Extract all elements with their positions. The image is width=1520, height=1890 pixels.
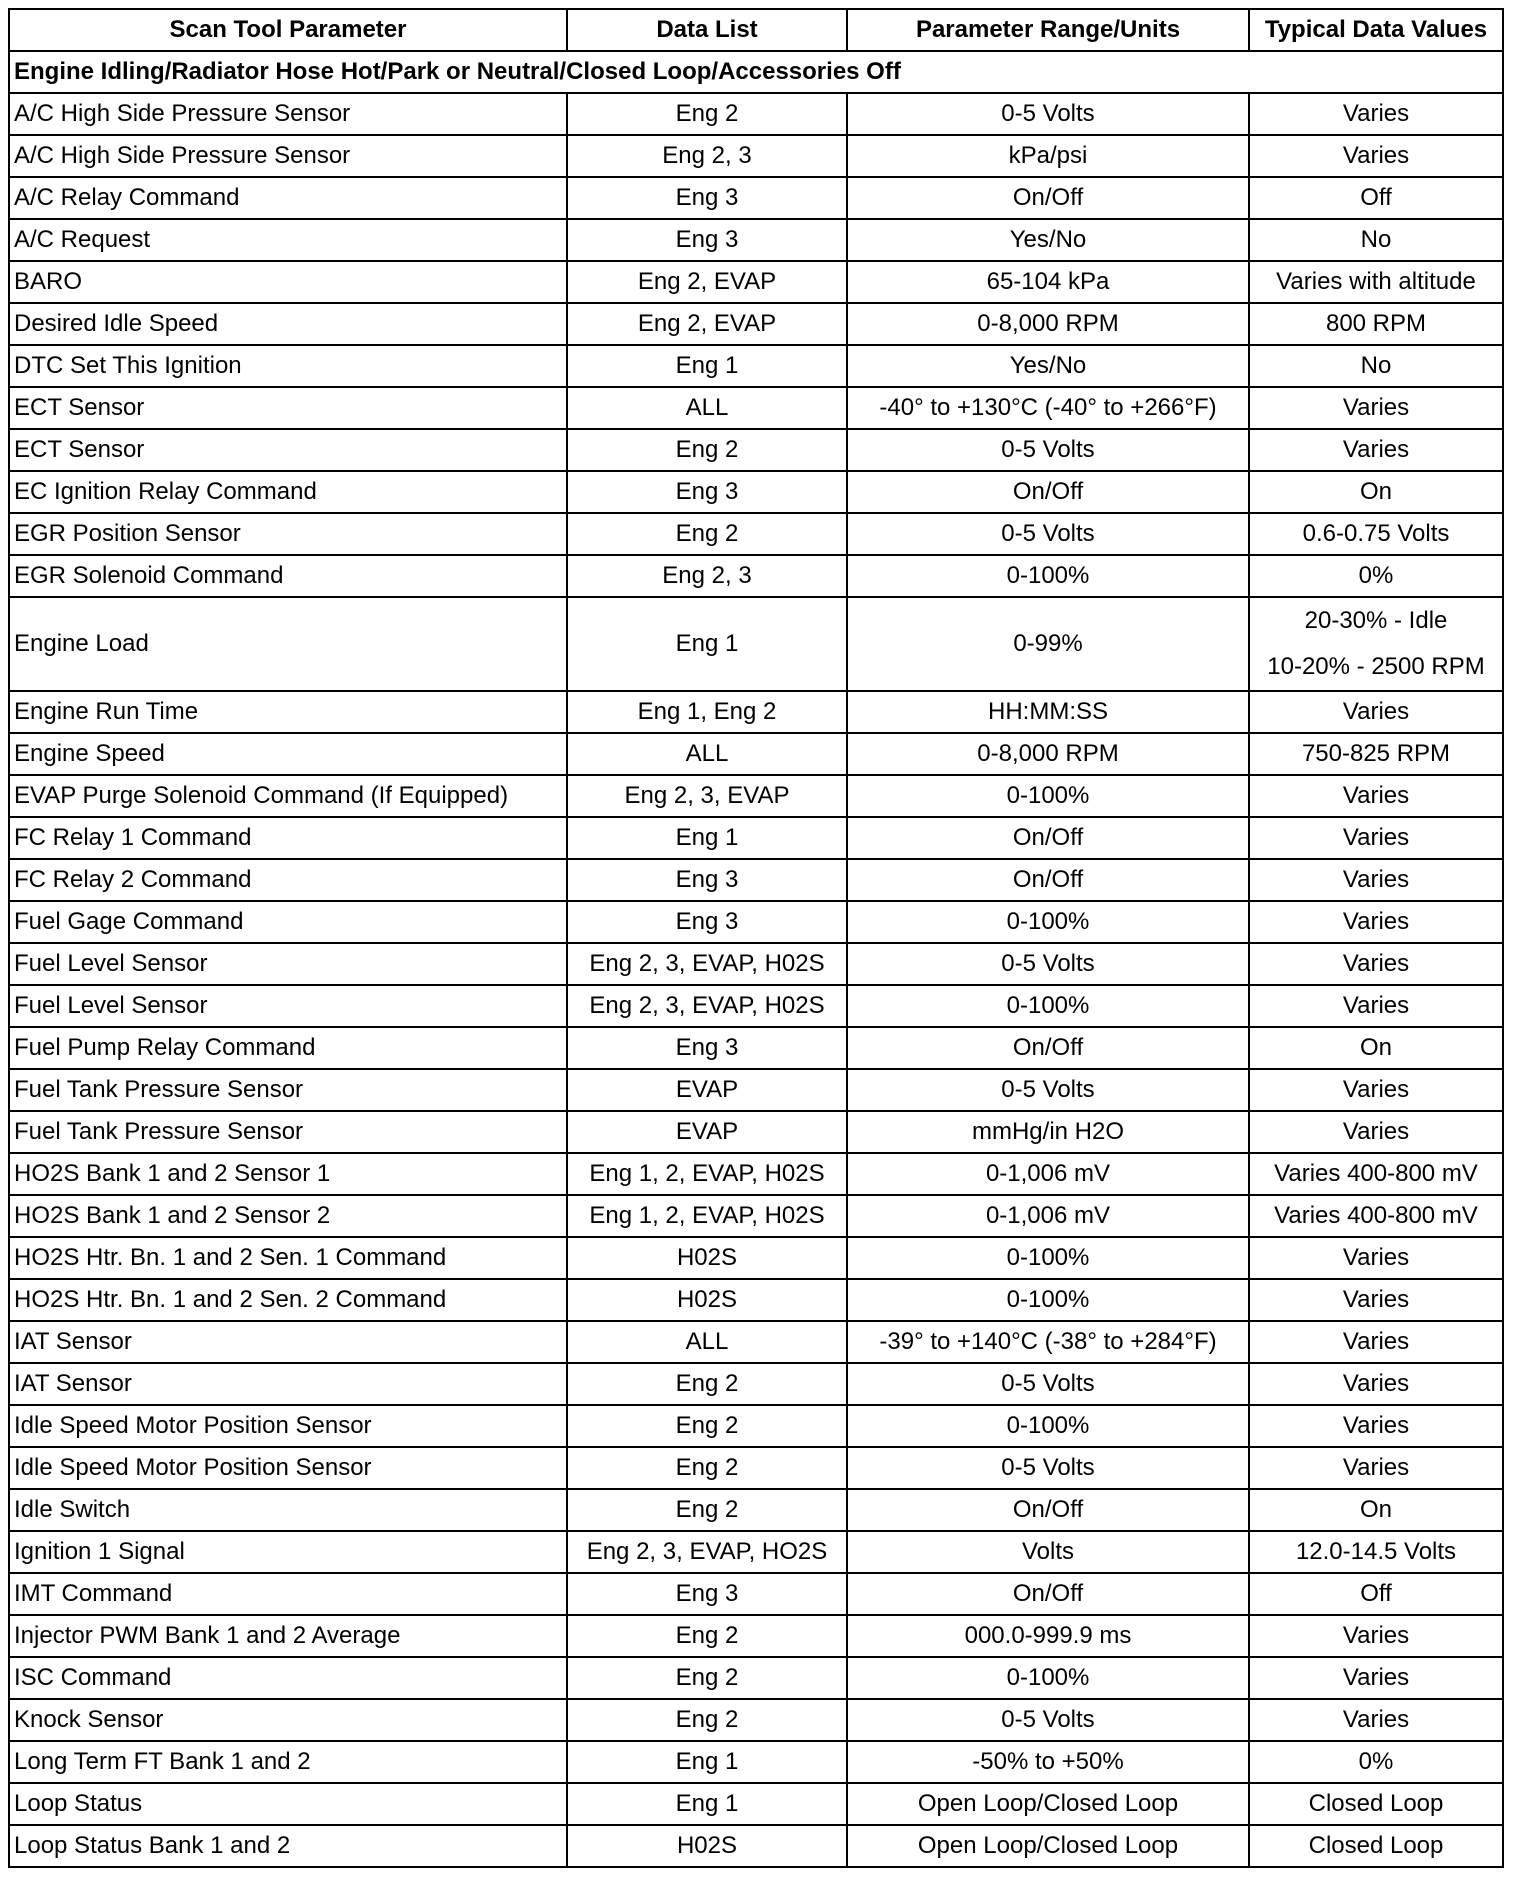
table-row bbox=[9, 1363, 1503, 1405]
typical-value: Varies bbox=[1342, 393, 1410, 421]
typical-value: 0% bbox=[1358, 561, 1394, 589]
table-row bbox=[9, 387, 1503, 429]
typical-value: Varies bbox=[1342, 435, 1410, 463]
range-units-cell: On/Off bbox=[847, 817, 1249, 859]
data-list-cell: Eng 2 bbox=[567, 1615, 847, 1657]
range-units-cell: Open Loop/Closed Loop bbox=[847, 1825, 1249, 1867]
data-list-cell: Eng 3 bbox=[567, 901, 847, 943]
range-units-cell: 0-99% bbox=[847, 597, 1249, 691]
typical-value: Varies bbox=[1342, 823, 1410, 851]
typical-values-cell bbox=[1249, 177, 1503, 219]
range-units-cell: -40° to +130°C (-40° to +266°F) bbox=[847, 387, 1249, 429]
table-row bbox=[9, 219, 1503, 261]
data-list-cell: Eng 2, 3 bbox=[567, 555, 847, 597]
data-list-cell: Eng 2 bbox=[567, 429, 847, 471]
typical-value: On bbox=[1359, 1033, 1392, 1061]
data-list-cell: Eng 3 bbox=[567, 859, 847, 901]
range-units-cell: HH:MM:SS bbox=[847, 691, 1249, 733]
range-units-cell: 0-5 Volts bbox=[847, 1069, 1249, 1111]
table-row bbox=[9, 1657, 1503, 1699]
parameter-cell: HO2S Htr. Bn. 1 and 2 Sen. 2 Command bbox=[9, 1279, 567, 1321]
table-row bbox=[9, 1741, 1503, 1783]
typical-values-cell bbox=[1249, 387, 1503, 429]
typical-values-cell bbox=[1249, 691, 1503, 733]
table-row bbox=[9, 345, 1503, 387]
typical-values-cell bbox=[1249, 1321, 1503, 1363]
typical-values-cell bbox=[1249, 471, 1503, 513]
data-list-cell: Eng 2 bbox=[567, 1699, 847, 1741]
typical-values-cell bbox=[1249, 817, 1503, 859]
typical-value: Varies bbox=[1342, 865, 1410, 893]
typical-value: Varies bbox=[1342, 781, 1410, 809]
parameter-cell: EGR Solenoid Command bbox=[9, 555, 567, 597]
table-row bbox=[9, 261, 1503, 303]
data-list-cell: Eng 2 bbox=[567, 1447, 847, 1489]
table-row bbox=[9, 859, 1503, 901]
range-units-cell: 0-100% bbox=[847, 1405, 1249, 1447]
table-row bbox=[9, 135, 1503, 177]
typical-values-cell bbox=[1249, 597, 1503, 691]
parameter-cell: Idle Speed Motor Position Sensor bbox=[9, 1447, 567, 1489]
header-parameter-range-units: Parameter Range/Units bbox=[847, 9, 1249, 51]
typical-value: Varies 400-800 mV bbox=[1274, 1201, 1478, 1229]
table-row bbox=[9, 1111, 1503, 1153]
table-row bbox=[9, 901, 1503, 943]
data-list-cell: Eng 2 bbox=[567, 1405, 847, 1447]
data-list-cell: Eng 2, EVAP bbox=[567, 303, 847, 345]
range-units-cell: On/Off bbox=[847, 1027, 1249, 1069]
range-units-cell: Yes/No bbox=[847, 345, 1249, 387]
table-row bbox=[9, 1153, 1503, 1195]
typical-value: Varies bbox=[1342, 1453, 1410, 1481]
parameter-cell: IAT Sensor bbox=[9, 1321, 567, 1363]
typical-values-cell bbox=[1249, 219, 1503, 261]
table-row bbox=[9, 985, 1503, 1027]
typical-values-cell bbox=[1249, 1027, 1503, 1069]
typical-values-cell bbox=[1249, 345, 1503, 387]
typical-value: Varies bbox=[1342, 949, 1410, 977]
table-row bbox=[9, 429, 1503, 471]
typical-values-cell bbox=[1249, 901, 1503, 943]
table-row bbox=[9, 1237, 1503, 1279]
parameter-cell: ECT Sensor bbox=[9, 429, 567, 471]
parameter-cell: ECT Sensor bbox=[9, 387, 567, 429]
typical-values-cell bbox=[1249, 429, 1503, 471]
range-units-cell: On/Off bbox=[847, 1573, 1249, 1615]
table-row bbox=[9, 1279, 1503, 1321]
typical-value: 12.0-14.5 Volts bbox=[1295, 1537, 1457, 1565]
range-units-cell: 0-5 Volts bbox=[847, 93, 1249, 135]
range-units-cell: -39° to +140°C (-38° to +284°F) bbox=[847, 1321, 1249, 1363]
data-list-cell: Eng 1 bbox=[567, 345, 847, 387]
data-list-cell: Eng 2, EVAP bbox=[567, 261, 847, 303]
data-list-cell: ALL bbox=[567, 733, 847, 775]
typical-value: Closed Loop bbox=[1308, 1789, 1444, 1817]
data-list-cell: H02S bbox=[567, 1825, 847, 1867]
data-list-cell: H02S bbox=[567, 1237, 847, 1279]
range-units-cell: 0-5 Volts bbox=[847, 513, 1249, 555]
typical-value: Varies bbox=[1342, 907, 1410, 935]
data-list-cell: Eng 2, 3 bbox=[567, 135, 847, 177]
table-row bbox=[9, 943, 1503, 985]
typical-values-cell bbox=[1249, 1111, 1503, 1153]
parameter-cell: Idle Speed Motor Position Sensor bbox=[9, 1405, 567, 1447]
typical-value: Varies bbox=[1342, 1621, 1410, 1649]
typical-values-cell bbox=[1249, 93, 1503, 135]
typical-values-cell bbox=[1249, 733, 1503, 775]
typical-values-cell bbox=[1249, 1279, 1503, 1321]
parameter-cell: HO2S Bank 1 and 2 Sensor 2 bbox=[9, 1195, 567, 1237]
parameter-cell: Fuel Level Sensor bbox=[9, 943, 567, 985]
typical-value: Varies with altitude bbox=[1276, 267, 1476, 295]
typical-value: No bbox=[1360, 351, 1392, 379]
header-typical-data-values: Typical Data Values bbox=[1249, 9, 1503, 51]
table-row bbox=[9, 1573, 1503, 1615]
parameter-cell: IAT Sensor bbox=[9, 1363, 567, 1405]
parameter-cell: Idle Switch bbox=[9, 1489, 567, 1531]
data-list-cell: H02S bbox=[567, 1279, 847, 1321]
parameter-cell: Ignition 1 Signal bbox=[9, 1531, 567, 1573]
data-list-cell: Eng 2 bbox=[567, 1363, 847, 1405]
typical-values-cell bbox=[1249, 1237, 1503, 1279]
typical-values-cell bbox=[1249, 1699, 1503, 1741]
typical-value: On bbox=[1359, 1495, 1392, 1523]
typical-values-cell bbox=[1249, 1783, 1503, 1825]
typical-value: Varies bbox=[1342, 1663, 1410, 1691]
parameter-cell: Engine Run Time bbox=[9, 691, 567, 733]
table-row bbox=[9, 1783, 1503, 1825]
parameter-cell: Loop Status bbox=[9, 1783, 567, 1825]
data-list-cell: Eng 1, 2, EVAP, H02S bbox=[567, 1195, 847, 1237]
parameter-cell: Engine Speed bbox=[9, 733, 567, 775]
table-row bbox=[9, 1321, 1503, 1363]
range-units-cell: 0-100% bbox=[847, 775, 1249, 817]
data-list-cell: Eng 2 bbox=[567, 1657, 847, 1699]
typical-values-cell bbox=[1249, 1363, 1503, 1405]
table-row bbox=[9, 177, 1503, 219]
range-units-cell: On/Off bbox=[847, 471, 1249, 513]
typical-value: 20-30% - Idle bbox=[1304, 607, 1448, 634]
typical-value: Off bbox=[1360, 1579, 1392, 1607]
typical-values-cell bbox=[1249, 303, 1503, 345]
range-units-cell: -50% to +50% bbox=[847, 1741, 1249, 1783]
table-row bbox=[9, 1531, 1503, 1573]
range-units-cell: 0-5 Volts bbox=[847, 1699, 1249, 1741]
table-row bbox=[9, 555, 1503, 597]
table-row bbox=[9, 733, 1503, 775]
parameter-cell: Engine Load bbox=[9, 597, 567, 691]
range-units-cell: 0-1,006 mV bbox=[847, 1153, 1249, 1195]
parameter-cell: A/C Request bbox=[9, 219, 567, 261]
typical-values-cell bbox=[1249, 1447, 1503, 1489]
parameter-cell: EGR Position Sensor bbox=[9, 513, 567, 555]
data-list-cell: Eng 2 bbox=[567, 93, 847, 135]
parameter-cell: A/C High Side Pressure Sensor bbox=[9, 93, 567, 135]
table-row bbox=[9, 1405, 1503, 1447]
typical-values-cell bbox=[1249, 135, 1503, 177]
data-list-cell: Eng 1, 2, EVAP, H02S bbox=[567, 1153, 847, 1195]
table-row bbox=[9, 513, 1503, 555]
typical-value: Varies bbox=[1342, 1705, 1410, 1733]
typical-values-cell bbox=[1249, 1657, 1503, 1699]
range-units-cell: 000.0-999.9 ms bbox=[847, 1615, 1249, 1657]
data-list-cell: Eng 1 bbox=[567, 597, 847, 691]
range-units-cell: Yes/No bbox=[847, 219, 1249, 261]
typical-value: Varies bbox=[1342, 1369, 1410, 1397]
data-list-cell: ALL bbox=[567, 1321, 847, 1363]
scan-tool-data-table bbox=[8, 8, 1504, 1868]
range-units-cell: 65-104 kPa bbox=[847, 261, 1249, 303]
data-list-cell: Eng 3 bbox=[567, 177, 847, 219]
typical-value: Varies bbox=[1342, 99, 1410, 127]
table-row bbox=[9, 1615, 1503, 1657]
typical-value: Varies bbox=[1342, 1243, 1410, 1271]
typical-value: Varies bbox=[1342, 1075, 1410, 1103]
range-units-cell: mmHg/in H2O bbox=[847, 1111, 1249, 1153]
typical-values-cell bbox=[1249, 775, 1503, 817]
table-row bbox=[9, 775, 1503, 817]
range-units-cell: 0-100% bbox=[847, 1657, 1249, 1699]
header-data-list: Data List bbox=[567, 9, 847, 51]
range-units-cell: 0-100% bbox=[847, 555, 1249, 597]
table-row bbox=[9, 1825, 1503, 1867]
table-row bbox=[9, 1699, 1503, 1741]
data-list-cell: Eng 2 bbox=[567, 513, 847, 555]
typical-value: Varies bbox=[1342, 991, 1410, 1019]
data-list-cell: Eng 1, Eng 2 bbox=[567, 691, 847, 733]
typical-value: 0% bbox=[1358, 1747, 1394, 1775]
parameter-cell: Fuel Gage Command bbox=[9, 901, 567, 943]
typical-value: Varies bbox=[1342, 141, 1410, 169]
typical-values-cell bbox=[1249, 1153, 1503, 1195]
typical-values-cell bbox=[1249, 1489, 1503, 1531]
parameter-cell: Injector PWM Bank 1 and 2 Average bbox=[9, 1615, 567, 1657]
parameter-cell: Long Term FT Bank 1 and 2 bbox=[9, 1741, 567, 1783]
typical-values-cell bbox=[1249, 1741, 1503, 1783]
typical-values-cell bbox=[1249, 1531, 1503, 1573]
range-units-cell: 0-5 Volts bbox=[847, 1363, 1249, 1405]
range-units-cell: kPa/psi bbox=[847, 135, 1249, 177]
typical-value: 0.6-0.75 Volts bbox=[1302, 519, 1450, 547]
range-units-cell: 0-5 Volts bbox=[847, 1447, 1249, 1489]
typical-value: On bbox=[1359, 477, 1392, 505]
data-list-cell: Eng 2 bbox=[567, 1489, 847, 1531]
range-units-cell: 0-8,000 RPM bbox=[847, 303, 1249, 345]
parameter-cell: Fuel Tank Pressure Sensor bbox=[9, 1069, 567, 1111]
parameter-cell: ISC Command bbox=[9, 1657, 567, 1699]
range-units-cell: 0-8,000 RPM bbox=[847, 733, 1249, 775]
table-row bbox=[9, 597, 1503, 691]
range-units-cell: 0-100% bbox=[847, 1279, 1249, 1321]
parameter-cell: EC Ignition Relay Command bbox=[9, 471, 567, 513]
table-row bbox=[9, 93, 1503, 135]
data-list-cell: Eng 1 bbox=[567, 1783, 847, 1825]
data-list-cell: Eng 3 bbox=[567, 219, 847, 261]
parameter-cell: FC Relay 1 Command bbox=[9, 817, 567, 859]
parameter-cell: Fuel Tank Pressure Sensor bbox=[9, 1111, 567, 1153]
section-title: Engine Idling/Radiator Hose Hot/Park or Neutral/Closed Loop/Accessories Off bbox=[9, 51, 1503, 93]
table-row bbox=[9, 1447, 1503, 1489]
typical-value: Varies bbox=[1342, 697, 1410, 725]
parameter-cell: Desired Idle Speed bbox=[9, 303, 567, 345]
header-scan-tool-parameter: Scan Tool Parameter bbox=[9, 9, 567, 51]
table-row bbox=[9, 817, 1503, 859]
data-list-cell: EVAP bbox=[567, 1111, 847, 1153]
table-row bbox=[9, 1195, 1503, 1237]
range-units-cell: 0-5 Volts bbox=[847, 429, 1249, 471]
data-list-cell: EVAP bbox=[567, 1069, 847, 1111]
range-units-cell: 0-5 Volts bbox=[847, 943, 1249, 985]
parameter-cell: Fuel Pump Relay Command bbox=[9, 1027, 567, 1069]
data-list-cell: Eng 2, 3, EVAP, H02S bbox=[567, 943, 847, 985]
range-units-cell: On/Off bbox=[847, 1489, 1249, 1531]
table-row bbox=[9, 691, 1503, 733]
typical-values-cell bbox=[1249, 1573, 1503, 1615]
table-row bbox=[9, 1069, 1503, 1111]
data-list-cell: Eng 3 bbox=[567, 1027, 847, 1069]
range-units-cell: Open Loop/Closed Loop bbox=[847, 1783, 1249, 1825]
data-list-cell: Eng 2, 3, EVAP bbox=[567, 775, 847, 817]
data-list-cell: Eng 2, 3, EVAP, H02S bbox=[567, 985, 847, 1027]
typical-values-cell bbox=[1249, 1195, 1503, 1237]
table-row bbox=[9, 471, 1503, 513]
parameter-cell: FC Relay 2 Command bbox=[9, 859, 567, 901]
typical-values-cell bbox=[1249, 1615, 1503, 1657]
table-row bbox=[9, 1027, 1503, 1069]
table-row bbox=[9, 303, 1503, 345]
range-units-cell: On/Off bbox=[847, 859, 1249, 901]
typical-value: 10-20% - 2500 RPM bbox=[1267, 653, 1485, 680]
range-units-cell: 0-1,006 mV bbox=[847, 1195, 1249, 1237]
data-list-cell: Eng 3 bbox=[567, 1573, 847, 1615]
data-list-cell: Eng 3 bbox=[567, 471, 847, 513]
range-units-cell: 0-100% bbox=[847, 901, 1249, 943]
parameter-cell: IMT Command bbox=[9, 1573, 567, 1615]
typical-value: No bbox=[1360, 225, 1392, 253]
parameter-cell: Fuel Level Sensor bbox=[9, 985, 567, 1027]
data-list-cell: Eng 2, 3, EVAP, HO2S bbox=[567, 1531, 847, 1573]
parameter-cell: A/C High Side Pressure Sensor bbox=[9, 135, 567, 177]
typical-values-cell bbox=[1249, 1825, 1503, 1867]
parameter-cell: EVAP Purge Solenoid Command (If Equipped) bbox=[9, 775, 567, 817]
typical-value: 750-825 RPM bbox=[1301, 739, 1451, 767]
typical-values-cell bbox=[1249, 1069, 1503, 1111]
parameter-cell: Knock Sensor bbox=[9, 1699, 567, 1741]
parameter-cell: A/C Relay Command bbox=[9, 177, 567, 219]
typical-values-cell bbox=[1249, 513, 1503, 555]
data-list-cell: ALL bbox=[567, 387, 847, 429]
typical-values-cell bbox=[1249, 985, 1503, 1027]
parameter-cell: Loop Status Bank 1 and 2 bbox=[9, 1825, 567, 1867]
typical-value: Closed Loop bbox=[1308, 1831, 1444, 1859]
typical-value: Varies bbox=[1342, 1285, 1410, 1313]
typical-values-cell bbox=[1249, 261, 1503, 303]
typical-values-cell bbox=[1249, 555, 1503, 597]
typical-value: 800 RPM bbox=[1325, 309, 1427, 337]
parameter-cell: DTC Set This Ignition bbox=[9, 345, 567, 387]
range-units-cell: Volts bbox=[847, 1531, 1249, 1573]
parameter-cell: HO2S Htr. Bn. 1 and 2 Sen. 1 Command bbox=[9, 1237, 567, 1279]
typical-values-cell bbox=[1249, 943, 1503, 985]
range-units-cell: 0-100% bbox=[847, 985, 1249, 1027]
typical-values-cell bbox=[1249, 1405, 1503, 1447]
typical-value: Varies bbox=[1342, 1411, 1410, 1439]
data-list-cell: Eng 1 bbox=[567, 817, 847, 859]
typical-value: Varies 400-800 mV bbox=[1274, 1159, 1478, 1187]
typical-values-cell bbox=[1249, 859, 1503, 901]
typical-value: Off bbox=[1360, 183, 1392, 211]
range-units-cell: 0-100% bbox=[847, 1237, 1249, 1279]
parameter-cell: HO2S Bank 1 and 2 Sensor 1 bbox=[9, 1153, 567, 1195]
scan-tool-data-table-sheet bbox=[8, 8, 1502, 1868]
typical-value: Varies bbox=[1342, 1117, 1410, 1145]
table-row bbox=[9, 1489, 1503, 1531]
parameter-cell: BARO bbox=[9, 261, 567, 303]
range-units-cell: On/Off bbox=[847, 177, 1249, 219]
typical-value: Varies bbox=[1342, 1327, 1410, 1355]
section-header-row bbox=[9, 51, 1503, 93]
data-list-cell: Eng 1 bbox=[567, 1741, 847, 1783]
table-header-row bbox=[9, 9, 1503, 51]
